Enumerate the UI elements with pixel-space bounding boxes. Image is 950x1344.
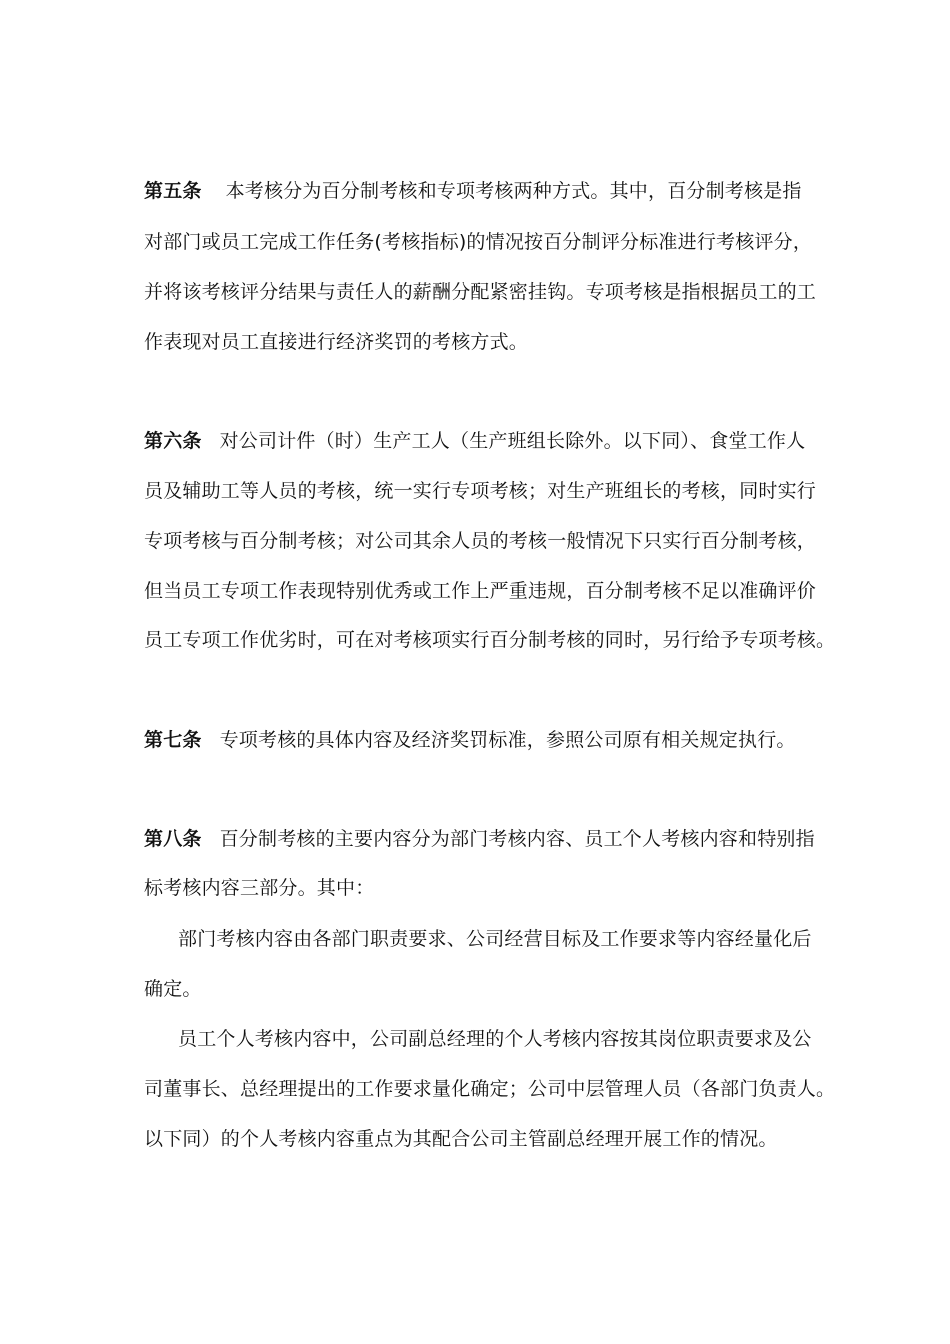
article8-text: 百分制考核的主要内容分为部门考核内容、员工个人考核内容和特别指 bbox=[219, 828, 815, 850]
article7-text: 专项考核的具体内容及经济奖罚标准，参照公司原有相关规定执行。 bbox=[219, 729, 796, 751]
article5-line-2: 对部门或员工完成工作任务(考核指标)的情况按百分制评分标准进行考核评分， bbox=[144, 231, 813, 253]
article5-text: 本考核分为百分制考核和专项考核两种方式。其中，百分制考核是指 bbox=[225, 180, 802, 202]
article7-line-1 bbox=[144, 727, 796, 753]
article6-line-4: 但当员工专项工作表现特别优秀或工作上严重违规，百分制考核不足以准确评价 bbox=[144, 580, 817, 602]
article6-line-1 bbox=[144, 428, 805, 454]
article5-line-3: 并将该考核评分结果与责任人的薪酬分配紧密挂钩。专项考核是指根据员工的工 bbox=[144, 281, 817, 303]
article6-label: 第六条 bbox=[144, 430, 202, 452]
article6-line-2: 员及辅助工等人员的考核，统一实行专项考核；对生产班组长的考核，同时实行 bbox=[144, 480, 817, 502]
article8-line-6: 司董事长、总经理提出的工作要求量化确定；公司中层管理人员（各部门负责人。 bbox=[144, 1078, 836, 1100]
article8-line-5: 员工个人考核内容中，公司副总经理的个人考核内容按其岗位职责要求及公 bbox=[178, 1028, 812, 1050]
article5-label: 第五条 bbox=[144, 180, 202, 202]
article6-line-5: 员工专项工作优劣时，可在对考核项实行百分制考核的同时，另行给予专项考核。 bbox=[144, 629, 836, 651]
article5-line-4: 作表现对员工直接进行经济奖罚的考核方式。 bbox=[144, 331, 529, 353]
article6-line-3: 专项考核与百分制考核；对公司其余人员的考核一般情况下只实行百分制考核， bbox=[144, 530, 817, 552]
article5-line-1 bbox=[144, 178, 802, 204]
article6-text: 对公司计件（时）生产工人（生产班组长除外。以下同）、食堂工作人 bbox=[219, 430, 806, 452]
article8-line-1 bbox=[144, 826, 815, 852]
article8-line-4: 确定。 bbox=[144, 978, 202, 1000]
article8-label: 第八条 bbox=[144, 828, 202, 850]
article8-line-2: 标考核内容三部分。其中： bbox=[144, 877, 375, 899]
article7-label: 第七条 bbox=[144, 729, 202, 751]
article8-line-3: 部门考核内容由各部门职责要求、公司经营目标及工作要求等内容经量化后 bbox=[178, 928, 812, 950]
article8-line-7: 以下同）的个人考核内容重点为其配合公司主管副总经理开展工作的情况。 bbox=[144, 1128, 778, 1150]
